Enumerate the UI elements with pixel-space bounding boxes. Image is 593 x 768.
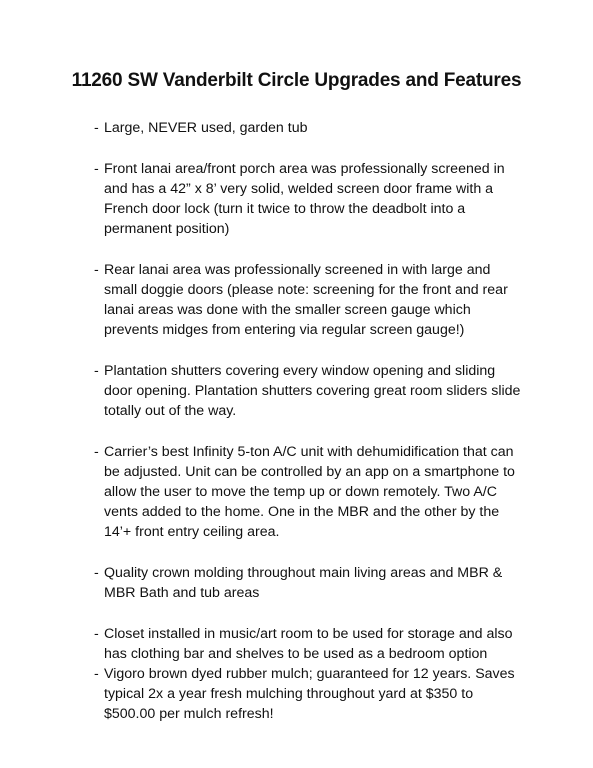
list-item-text: Plantation shutters covering every window opening and sliding door opening. Plantation shutters covering great room sliders slide totally out of the way. [104, 363, 521, 419]
bullet-dash: - [94, 666, 99, 682]
list-item [86, 624, 526, 664]
list-item [86, 118, 526, 138]
bullet-dash: - [94, 626, 99, 642]
list-item-text: Rear lanai area was professionally screened in with large and small doggie doors (please note: screening for the front and rear lanai areas was done with the smaller screen gauge which prevents midges from entering via regular screen gauge!) [104, 262, 508, 338]
list-item [86, 361, 526, 421]
bullet-dash: - [94, 161, 99, 177]
bullet-dash: - [94, 262, 99, 278]
list-item-text: Large, NEVER used, garden tub [104, 120, 308, 136]
list-item-text: Closet installed in music/art room to be used for storage and also has clothing bar and shelves to be used as a bedroom option [104, 626, 513, 662]
feature-list [86, 118, 526, 724]
bullet-dash: - [94, 444, 99, 460]
bullet-dash: - [94, 565, 99, 581]
list-item [86, 664, 526, 724]
list-item [86, 159, 526, 239]
list-item [86, 260, 526, 340]
bullet-dash: - [94, 120, 99, 136]
list-item-text: Quality crown molding throughout main living areas and MBR & MBR Bath and tub areas [104, 565, 503, 601]
list-item-text: Vigoro brown dyed rubber mulch; guaranteed for 12 years. Saves typical 2x a year fresh mulching throughout yard at $350 to $500.00 per mulch refresh! [104, 666, 515, 722]
list-item [86, 442, 526, 542]
bullet-dash: - [94, 363, 99, 379]
page-title: 11260 SW Vanderbilt Circle Upgrades and Features [71, 70, 522, 91]
list-item-text: Carrier’s best Infinity 5-ton A/C unit with dehumidification that can be adjusted. Unit can be controlled by an app on a smartphone to allow the user to move the temp up or down remotely. Two A/C vents added to the home. One in the MBR and the other by the 14’+ front entry ceiling area. [104, 444, 515, 540]
list-item [86, 563, 526, 603]
list-item-text: Front lanai area/front porch area was professionally screened in and has a 42” x 8’ very solid, welded screen door frame with a French door lock (turn it twice to throw the deadbolt into a permanent position) [104, 161, 505, 237]
